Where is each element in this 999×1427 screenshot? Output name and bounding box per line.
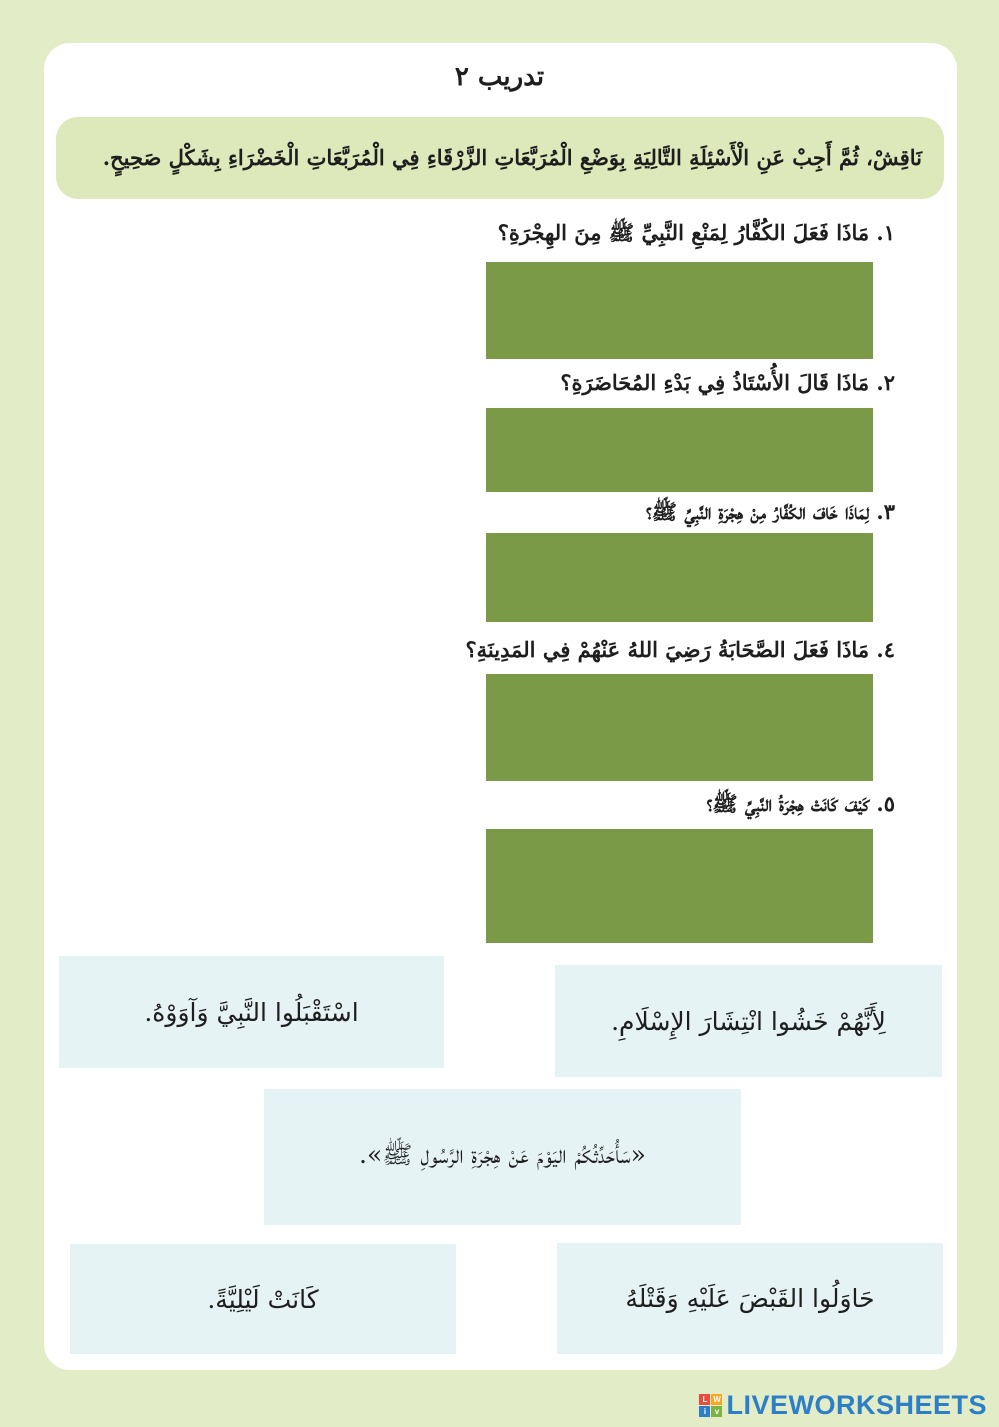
instruction-banner bbox=[56, 117, 944, 199]
question-2: ٢. مَاذَا قَالَ الأُسْتَاذُ فِي بَدْءِ المُحَاضَرَةِ؟ bbox=[560, 370, 895, 395]
question-3: ٣. لِمَاذَا خَافَ الكُفَّارُ مِنْ هِجْرَةِ النَّبِيِّ ﷺ؟ bbox=[645, 499, 895, 524]
worksheet-title: تدريب ٢ bbox=[454, 62, 545, 92]
instruction-text: نَاقِشْ، ثُمَّ أَجِبْ عَنِ الْأَسْئِلَةِ التَّالِيَةِ بِوَضْعِ الْمُرَبَّعَاتِ الزَّرْقَاءِ فِي الْمُرَبَّعَاتِ الْخَضْرَاءِ بِشَكْلٍ صَحِيحٍ. bbox=[102, 145, 922, 171]
logo-tile: W bbox=[713, 1395, 721, 1404]
logo-tile: L bbox=[699, 1394, 710, 1405]
answer-card-4-text: كَانَتْ لَيْلِيَّةً. bbox=[207, 1284, 319, 1314]
answer-card-3[interactable] bbox=[264, 1089, 741, 1225]
question-1: ١. مَاذَا فَعَلَ الكُفَّارُ لِمَنْعِ النَّبِيِّ ﷺ مِنَ الهِجْرَةِ؟ bbox=[497, 220, 895, 245]
liveworksheets-logo-icon bbox=[699, 1394, 722, 1417]
logo-tile: i bbox=[699, 1406, 710, 1417]
brand-name: LIVEWORKSHEETS bbox=[726, 1390, 987, 1420]
question-5: ٥. كَيْفَ كَانَتْ هِجْرَةُ النَّبِيِّ ﷺ؟ bbox=[706, 791, 895, 816]
answer-card-2-text: لِأَنَّهُمْ خَشُوا انْتِشَارَ الإِسْلَامِ. bbox=[611, 1006, 886, 1036]
answer-card-4[interactable] bbox=[70, 1244, 456, 1354]
drop-zone-3[interactable] bbox=[486, 533, 873, 622]
answer-card-3-text: «سَأُحَدِّثُكُمْ اليَوْمَ عَنْ هِجْرَةِ الرَّسُولِ ﷺ». bbox=[359, 1139, 646, 1169]
logo-tile: v bbox=[711, 1406, 722, 1417]
liveworksheets-footer bbox=[699, 1390, 987, 1421]
answer-card-5-text: حَاوَلُوا القَبْضَ عَلَيْهِ وَقَتْلَهُ bbox=[625, 1284, 875, 1313]
answer-card-5[interactable] bbox=[557, 1243, 943, 1354]
answer-card-2[interactable] bbox=[555, 965, 942, 1077]
drop-zone-2[interactable] bbox=[486, 408, 873, 492]
answer-card-1-text: اسْتَقْبَلُوا النَّبِيَّ وَآوَوْهُ. bbox=[144, 997, 359, 1027]
question-4: ٤. مَاذَا فَعَلَ الصَّحَابَةُ رَضِيَ اللهُ عَنْهُمْ فِي المَدِينَةِ؟ bbox=[465, 637, 895, 662]
drop-zone-5[interactable] bbox=[486, 829, 873, 943]
drop-zone-4[interactable] bbox=[486, 674, 873, 781]
answer-card-1[interactable] bbox=[59, 956, 444, 1068]
drop-zone-1[interactable] bbox=[486, 262, 873, 359]
